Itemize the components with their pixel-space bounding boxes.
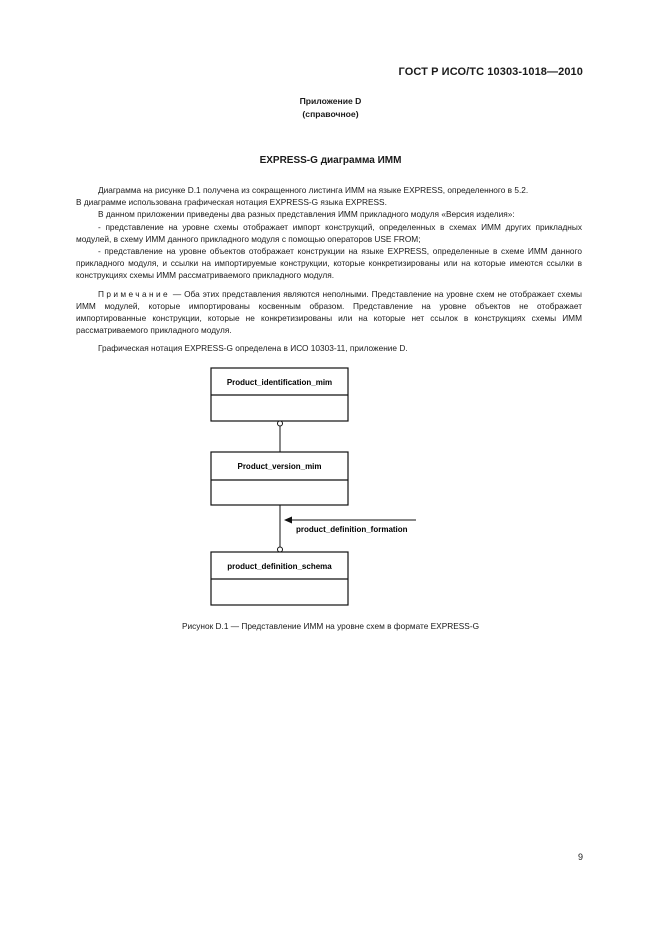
arrow-head-icon (284, 517, 292, 524)
figure-caption: Рисунок D.1 — Представление ИММ на уровне схем в формате EXPRESS-G (181, 621, 480, 631)
box-3-title: product_definition_schema (227, 562, 332, 571)
note-label: Примечание (98, 288, 171, 299)
box-2-title: Product_version_mim (237, 462, 322, 471)
paragraph-schema-level: - представление на уровне схемы отображает импорт конструкций, определенных в схемах ИММ других прикладных модулей, в схему ИММ данного прикладного модуля с помощью операторов USE FROM; (76, 221, 582, 244)
paragraph-1-line-1: Диаграмма на рисунке D.1 получена из сокращенного листинга ИММ на языке EXPRESS, определенного в 5.2. (98, 185, 529, 195)
paragraph-object-level: - представление на уровне объектов отображает конструкции на языке EXPRESS, определенные в схеме ИММ данного прикладного модуля, и ссылки на импортируемые конструкции, которые конкретизированы или на которые имеются ссылки в конструкциях схемы ИММ рассматриваемого прикладного модуля. (76, 246, 582, 281)
section-title: EXPRESS-G диаграмма ИММ (259, 155, 402, 166)
reference-arrow (284, 517, 416, 535)
appendix-subtitle: (справочное) (302, 109, 359, 119)
appendix-title: Приложение D (299, 96, 362, 106)
note-text: — Оба этих представления являются неполными. Представление на уровне схем не отображает схемы ИММ модулей, которые импортированы косвенным образом. Представление на уровне объектов не отображает импортированные конструкции, которые не конкретизированы или на которые нет ссылок в конструкциях схемы ИММ рассматриваемого прикладного модуля. (76, 288, 582, 336)
paragraph-2: В данном приложении приведены два разных представления ИММ прикладного модуля «Версия изделия»: (98, 209, 515, 220)
connector-2-3-circle-icon (278, 547, 283, 552)
box-1-title: Product_identification_mim (226, 378, 333, 387)
paragraph-notation: Графическая нотация EXPRESS-G определена в ИСО 10303-11, приложение D. (98, 343, 408, 354)
schema-box-product-version (211, 452, 348, 505)
connector-1-2-circle-icon (278, 421, 283, 426)
arrow-label: product_definition_formation (296, 525, 408, 534)
schema-box-product-identification (211, 368, 348, 421)
page-number: 9 (577, 852, 583, 862)
schema-box-product-definition (211, 552, 348, 605)
standard-header: ГОСТ Р ИСО/ТС 10303-1018—2010 (398, 66, 583, 78)
paragraph-1-line-2: В диаграмме использована графическая нотация EXPRESS-G языка EXPRESS. (76, 197, 387, 208)
